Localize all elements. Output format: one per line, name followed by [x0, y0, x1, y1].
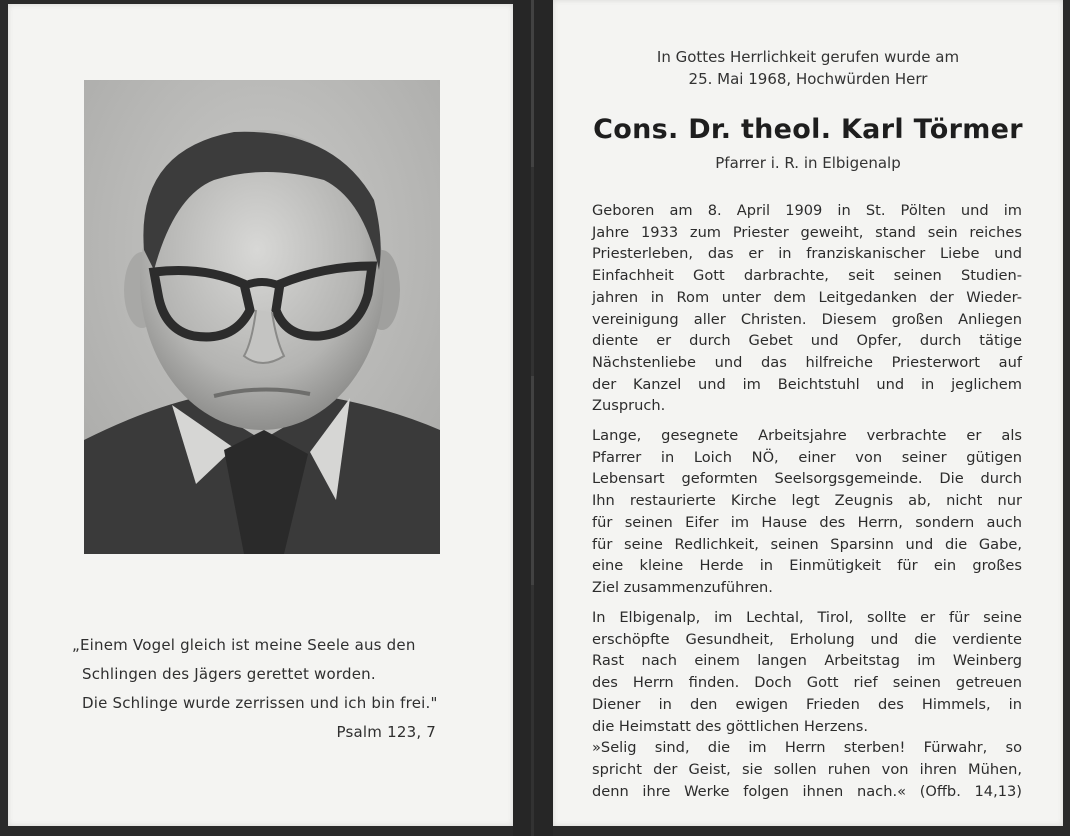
text-line: Zuspruch. — [592, 397, 666, 415]
text-line: diente er durch Gebet und Opfer, durch tätige — [592, 332, 1022, 350]
text-line: Rast nach einem langen Arbeitstag im Weinberg — [592, 652, 1022, 670]
memorial-card-right — [553, 0, 1063, 826]
biography-paragraph — [592, 200, 1022, 417]
deceased-name: Cons. Dr. theol. Karl Törmer — [593, 114, 1023, 145]
text-line: die Heimstatt des göttlichen Herzens. — [592, 717, 868, 735]
text-line: des Herrn finden. Doch Gott rief seinen getreuen — [592, 674, 1022, 692]
text-line: Ziel zusammenzuführen. — [592, 578, 773, 596]
text-line: Priesterleben, das er in franziskanischer Liebe und — [592, 245, 1022, 263]
deceased-title: Pfarrer i. R. in Elbigenalp — [715, 154, 901, 172]
text-line: denn ihre Werke folgen ihnen nach.« (Offb. 14,13) — [592, 782, 1022, 800]
quote-line: Schlingen des Jägers gerettet worden. — [82, 665, 376, 683]
intro-text — [553, 46, 1063, 90]
text-line: der Kanzel und im Beichtstuhl und in jeglichem — [592, 375, 1022, 393]
portrait-photo — [84, 80, 440, 554]
text-line: eine kleine Herde in Einmütigkeit für ein großes — [592, 557, 1022, 575]
text-line: Nächstenliebe und das hilfreiche Priesterwort auf — [592, 353, 1022, 371]
quote-line: „Einem Vogel gleich ist meine Seele aus den — [72, 636, 416, 654]
biography-paragraph — [592, 425, 1022, 599]
text-line: jahren in Rom unter dem Leitgedanken der Wieder- — [592, 288, 1022, 306]
text-line: Geboren am 8. April 1909 in St. Pölten und im — [592, 202, 1022, 219]
psalm-quote — [72, 631, 482, 747]
text-line: Diener in den ewigen Frieden des Himmels, in — [592, 695, 1022, 713]
text-line: Jahre 1933 zum Priester geweiht, stand sein reiches — [592, 223, 1022, 241]
text-line: erschöpfte Gesundheit, Erholung und die verdiente — [592, 630, 1022, 648]
text-line: Lebensart geformten Seelsorgsgemeinde. Die durch — [592, 470, 1022, 488]
portrait-illustration — [84, 80, 440, 554]
text-line: Einfachheit Gott darbrachte, seit seinen Studien- — [592, 267, 1022, 285]
quote-source: Psalm 123, 7 — [336, 723, 436, 741]
intro-line: 25. Mai 1968, Hochwürden Herr — [688, 70, 928, 88]
quote-line: Die Schlinge wurde zerrissen und ich bin frei." — [82, 694, 438, 712]
text-line: Pfarrer in Loich NÖ, einer von seiner gütigen — [592, 448, 1022, 466]
card-divider — [513, 0, 553, 836]
text-line: Lange, gesegnete Arbeitsjahre verbrachte er als — [592, 427, 1022, 444]
text-line: vereinigung aller Christen. Diesem großen Anliegen — [592, 310, 1022, 328]
text-line: spricht der Geist, sie sollen ruhen von ihren Mühen, — [592, 760, 1022, 778]
biography-paragraph — [592, 607, 1022, 802]
text-line: In Elbigenalp, im Lechtal, Tirol, sollte er für seine — [592, 609, 1022, 626]
text-line: für seine Redlichkeit, seinen Sparsinn und die Gabe, — [592, 535, 1022, 553]
intro-line: In Gottes Herrlichkeit gerufen wurde am — [656, 48, 960, 66]
text-line: für seinen Eifer im Hause des Herrn, sondern auch — [592, 513, 1022, 531]
text-line: Ihn restaurierte Kirche legt Zeugnis ab, nicht nur — [592, 492, 1022, 510]
text-line: »Selig sind, die im Herrn sterben! Fürwahr, so — [592, 739, 1022, 757]
memorial-card-left — [8, 4, 513, 826]
